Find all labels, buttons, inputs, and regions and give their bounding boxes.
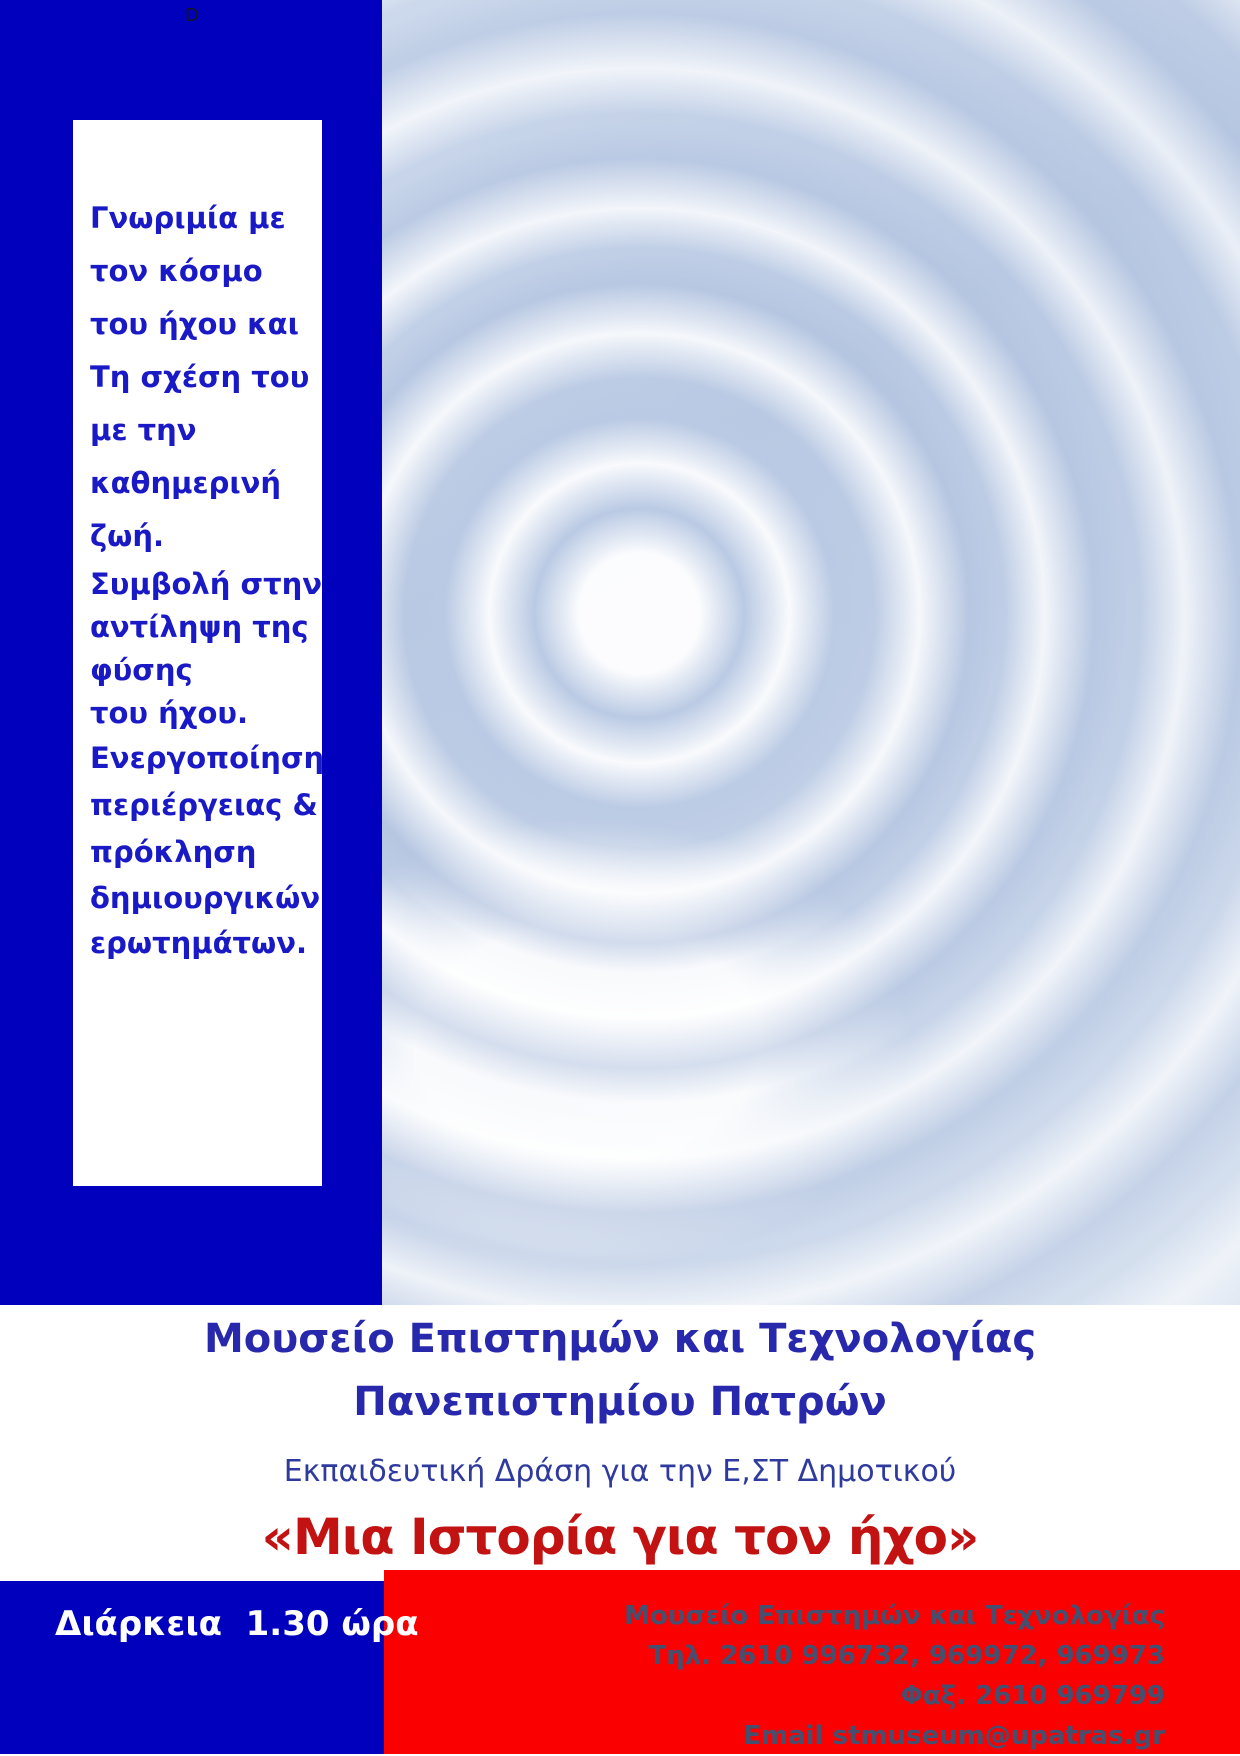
- contact-phone: Τηλ. 2610 996732, 969972, 969973: [648, 1641, 1165, 1671]
- highlight-paragraph-4: [90, 735, 325, 829]
- highlight-line: ερωτημάτων.: [90, 926, 308, 960]
- contact-email: Email stmuseum@upatras.gr: [743, 1721, 1165, 1751]
- highlight-paragraph-6: [90, 876, 321, 966]
- highlight-paragraph-3: [90, 692, 316, 735]
- highlight-line: Τη σχέση του: [90, 360, 310, 394]
- highlight-paragraph-5: [90, 829, 316, 876]
- highlight-line: ζωή.: [90, 519, 165, 553]
- highlight-line: Γνωριμία με: [90, 201, 286, 235]
- highlight-line: δημιουργικών: [90, 881, 321, 915]
- stray-character: D: [185, 5, 199, 26]
- museum-title-line2: Πανεπιστημίου Πατρών: [353, 1379, 887, 1425]
- museum-title-line1: Μουσείο Επιστημών και Τεχνολογίας: [203, 1316, 1037, 1362]
- highlight-line: φύσης: [90, 653, 193, 687]
- highlight-paragraph-2: [90, 563, 322, 692]
- title-block: [0, 1305, 1240, 1565]
- duration-label: Διάρκεια 1.30 ώρα: [55, 1604, 419, 1644]
- highlight-line: αντίληψη της: [90, 610, 309, 644]
- highlight-line: τον κόσμο: [90, 254, 263, 288]
- highlight-line: με την: [90, 413, 197, 447]
- highlight-line: πρόκληση: [90, 835, 257, 869]
- highlight-paragraph-1: [90, 192, 316, 563]
- contact-museum-name: Μουσείο Επιστημών και Τεχνολογίας: [624, 1601, 1165, 1631]
- highlights-box: [73, 120, 325, 1186]
- highlight-line: Συμβολή στην: [90, 567, 322, 601]
- contact-fax: Φαξ. 2610 969799: [900, 1681, 1165, 1711]
- event-title: «Μια Ιστορία για τον ήχο»: [261, 1508, 979, 1566]
- highlight-line: περιέργειας &: [90, 788, 318, 822]
- program-subtitle: Εκπαιδευτική Δράση για την Ε,ΣΤ Δημοτικού: [283, 1454, 957, 1489]
- highlight-line: καθημερινή: [90, 466, 282, 500]
- water-ripple-image: [382, 0, 1240, 1305]
- highlight-line: του ήχου και: [90, 307, 299, 341]
- highlight-line: Ενεργοποίηση: [90, 741, 325, 775]
- contact-block: [624, 1596, 1165, 1756]
- highlight-line: του ήχου.: [90, 696, 248, 730]
